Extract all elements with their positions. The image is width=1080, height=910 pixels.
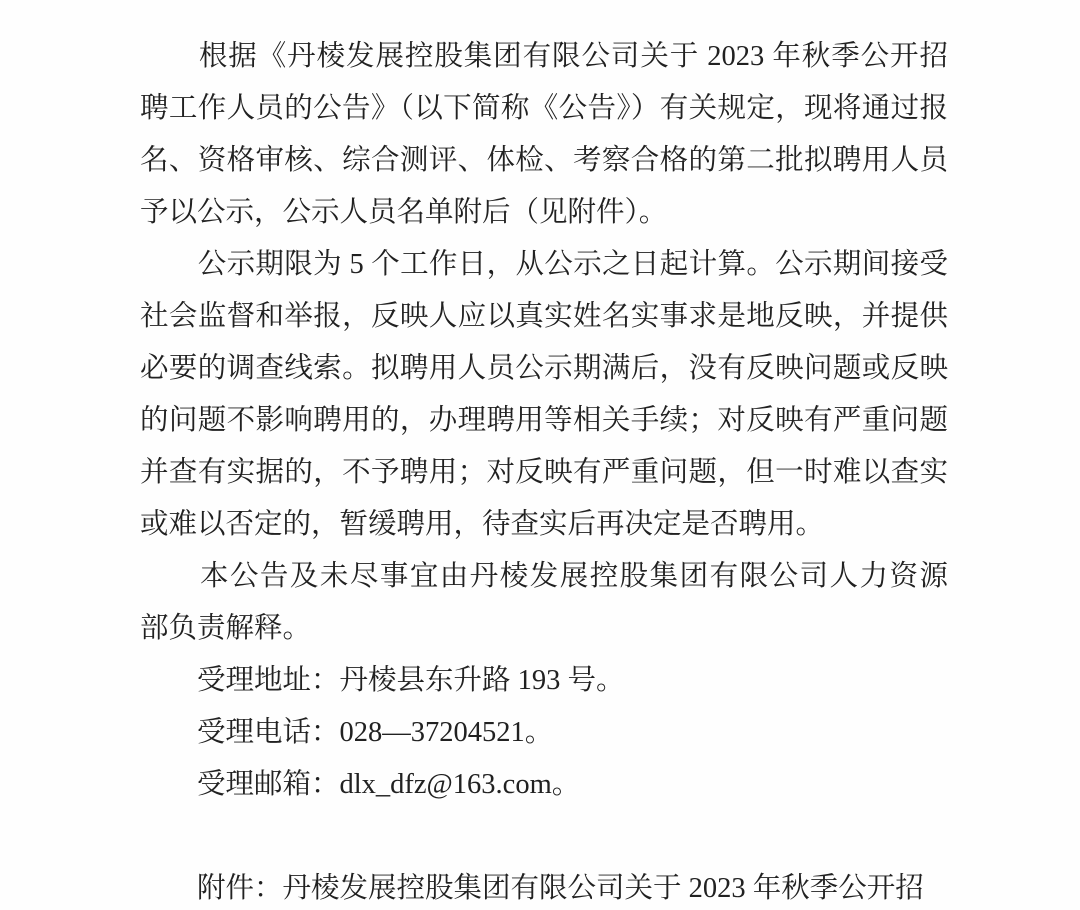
- paragraph1-line4: 予以公示，公示人员名单附后（见附件）。: [140, 197, 668, 228]
- document-text-block: [140, 31, 948, 910]
- paragraph3-line2: 部负责解释。: [140, 613, 312, 644]
- contact-address-line: 受理地址：丹棱县东升路 193 号。: [140, 665, 625, 696]
- paragraph1-line2: 聘工作人员的公告》（以下简称《公告》）有关规定，现将通过报: [140, 93, 948, 124]
- contact-phone-line: 受理电话：028—37204521。: [140, 717, 554, 748]
- paragraph2-line4: 的问题不影响聘用的，办理聘用等相关手续；对反映有严重问题: [140, 405, 948, 436]
- attachment-line: 附件：丹棱发展控股集团有限公司关于 2023 年秋季公开招: [140, 873, 924, 904]
- paragraph2-line2: 社会监督和举报，反映人应以真实姓名实事求是地反映，并提供: [140, 301, 948, 332]
- blank-line: [140, 811, 948, 863]
- contact-email-line: 受理邮箱：dlx_dfz@163.com。: [140, 769, 581, 800]
- paragraph1-line1: 根据《丹棱发展控股集团有限公司关于 2023 年秋季公开招: [140, 41, 948, 72]
- paragraph2-line6: 或难以否定的，暂缓聘用，待查实后再决定是否聘用。: [140, 509, 825, 540]
- paragraph3-line1: 本公告及未尽事宜由丹棱发展控股集团有限公司人力资源: [140, 561, 948, 592]
- paragraph2-line5: 并查有实据的，不予聘用；对反映有严重问题，但一时难以查实: [140, 457, 948, 488]
- paragraph2-line1: 公示期限为 5 个工作日，从公示之日起计算。公示期间接受: [140, 249, 948, 280]
- paragraph1-line3: 名、资格审核、综合测评、体检、考察合格的第二批拟聘用人员: [140, 145, 948, 176]
- paragraph2-line3: 必要的调查线索。拟聘用人员公示期满后，没有反映问题或反映: [140, 353, 948, 384]
